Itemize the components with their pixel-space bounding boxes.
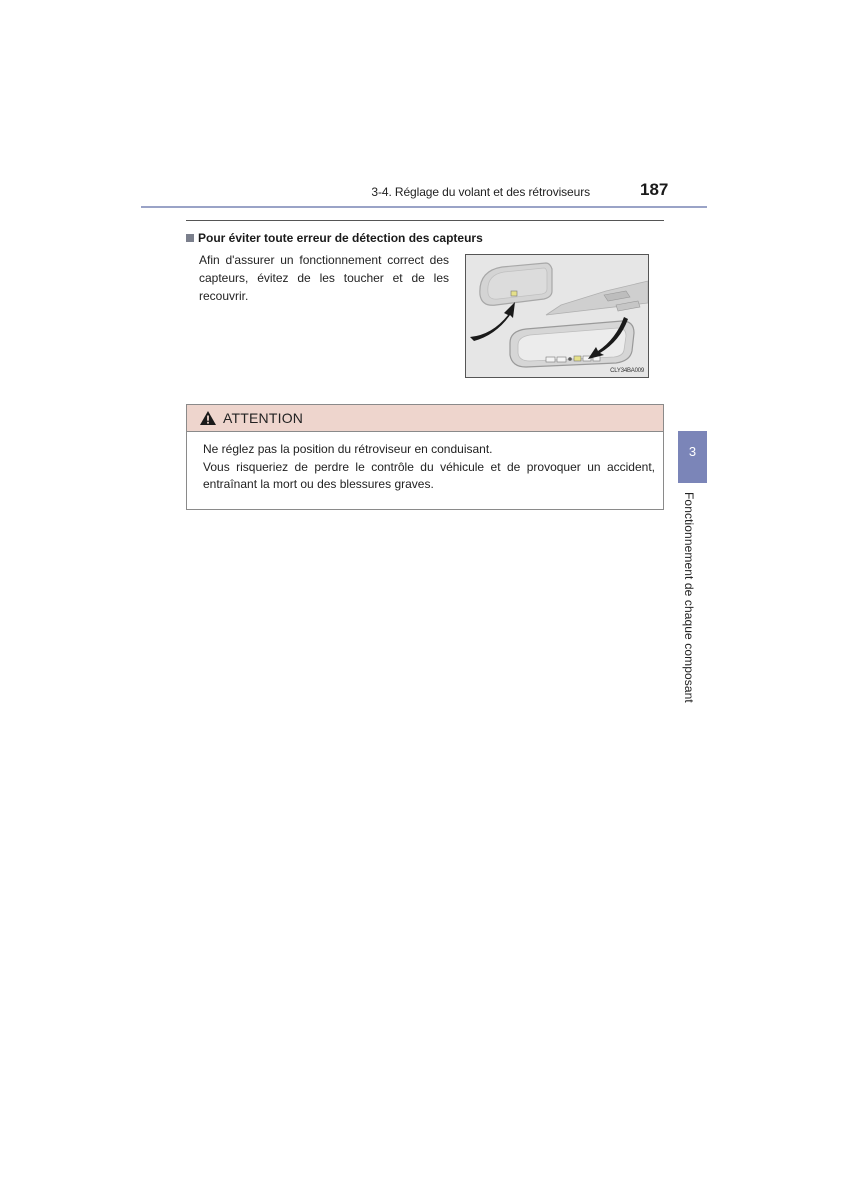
warning-line: Ne réglez pas la position du rétroviseur en conduisant.: [203, 442, 493, 456]
section-heading-text: Pour éviter toute erreur de détection des capteurs: [198, 231, 483, 245]
square-bullet-icon: [186, 234, 194, 242]
warning-line: Vous risqueriez de perdre le contrôle du véhicule et de provoquer un accident, entraînant la mort ou des blessures graves.: [203, 459, 655, 491]
section-heading: [186, 231, 483, 245]
content-divider: [186, 220, 664, 221]
mirror-sensor-figure: [465, 254, 649, 378]
chapter-label: Fonctionnement de chaque composant: [682, 492, 696, 703]
body-paragraph: Afin d'assurer un fonctionnement correct des capteurs, évitez de les toucher et de les recouvrir.: [199, 253, 449, 303]
warning-triangle-icon: [199, 410, 217, 426]
section-title: 3-4. Réglage du volant et des rétroviseurs: [371, 185, 590, 199]
header-divider: [141, 206, 707, 208]
warning-body: [187, 432, 663, 494]
chapter-tab: 3: [678, 431, 707, 483]
figure-code: CLY34BA009: [610, 368, 644, 374]
rearview-mirror-illustration: [466, 255, 648, 377]
page-number: 187: [640, 180, 669, 199]
warning-header: [187, 405, 663, 432]
warning-box: [186, 404, 664, 510]
warning-title: ATTENTION: [223, 410, 304, 426]
